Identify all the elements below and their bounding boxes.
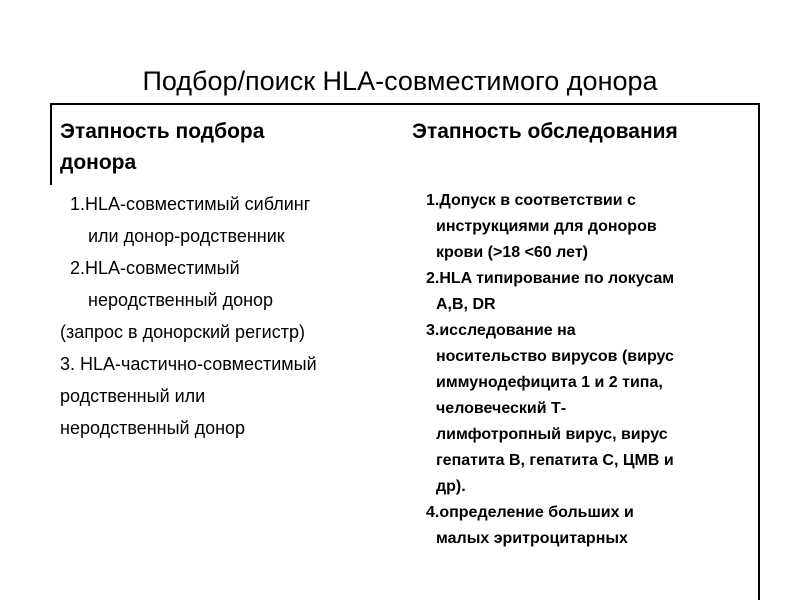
left-header-line-1: Этапность подбора: [60, 120, 265, 143]
right-line: 1.Допуск в соответствии с: [426, 192, 636, 209]
left-column-body: [60, 188, 400, 444]
right-line: малых эритроцитарных: [436, 530, 628, 547]
right-line: иммунодефицита 1 и 2 типа,: [436, 374, 663, 391]
left-column-header: [60, 116, 360, 178]
left-line: (запрос в донорский регистр): [60, 322, 305, 342]
right-line: лимфотропный вирус, вирус: [436, 426, 668, 443]
slide-title: Подбор/поиск HLA-совместимого донора: [142, 66, 658, 96]
right-line: человеческий Т-: [436, 400, 567, 417]
left-line: родственный или: [60, 386, 206, 406]
right-line: крови (>18 <60 лет): [436, 244, 588, 261]
table-top-border: [50, 103, 758, 105]
right-column-body: [426, 188, 756, 552]
right-line: 3.исследование на: [426, 322, 576, 339]
right-line: гепатита В, гепатита С, ЦМВ и: [436, 452, 674, 469]
right-column-header: Этапность обследования: [412, 120, 678, 143]
left-line: неродственный донор: [60, 418, 246, 438]
table-right-border: [758, 103, 760, 600]
table-left-border: [50, 103, 52, 185]
left-line: неродственный донор: [88, 290, 274, 310]
left-line: 3. HLA-частично-совместимый: [60, 354, 317, 374]
right-line: A,B, DR: [436, 296, 496, 313]
right-line: носительство вирусов (вирус: [436, 348, 674, 365]
left-header-line-2: донора: [60, 151, 137, 174]
left-line: или донор-родственник: [88, 226, 285, 246]
right-line: инструкциями для доноров: [436, 218, 657, 235]
left-line: 1.HLA-совместимый сиблинг: [70, 194, 311, 214]
right-line: 4.определение больших и: [426, 504, 634, 521]
left-line: 2.HLA-совместимый: [70, 258, 240, 278]
right-line: др).: [436, 478, 466, 495]
right-line: 2.HLA типирование по локусам: [426, 270, 675, 287]
